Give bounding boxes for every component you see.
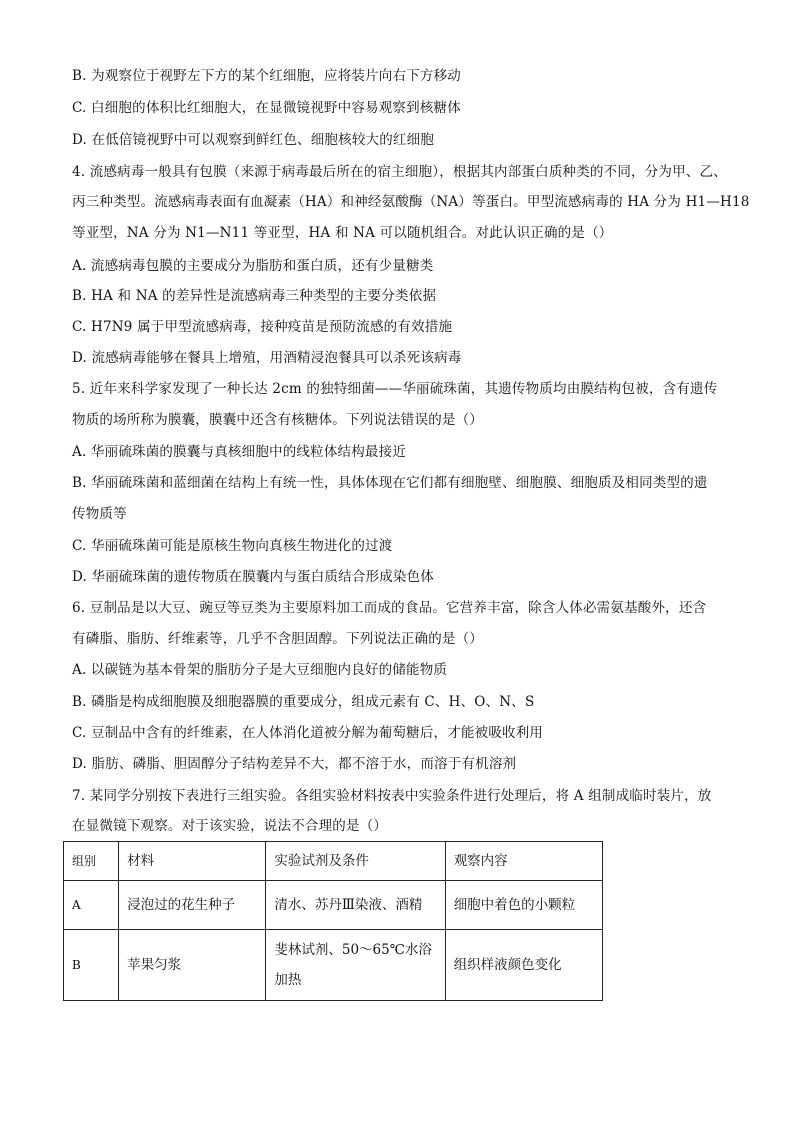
q6-stem-line-1: 6. 豆制品是以大豆、豌豆等豆类为主要原料加工而成的食品。它营养丰富，除含人体必需氨基酸外，还含 (72, 600, 707, 616)
cell-group: A (64, 881, 119, 930)
cell-observation: 细胞中着色的小颗粒 (445, 881, 602, 930)
q5-option-a: A. 华丽硫珠菌的膜囊与真核细胞中的线粒体结构最接近 (72, 444, 407, 460)
q6-option-a: A. 以碳链为基本骨架的脂肪分子是大豆细胞内良好的储能物质 (72, 662, 448, 678)
q5-stem-line-2: 物质的场所称为膜囊，膜囊中还含有核糖体。下列说法错误的是（） (72, 412, 483, 428)
q7-stem-line-1: 7. 某同学分别按下表进行三组实验。各组实验材料按表中实验条件进行处理后，将 A 组制成临时装片，放 (72, 788, 712, 804)
q4-option-b: B. HA 和 NA 的差异性是流感病毒三种类型的主要分类依据 (72, 288, 437, 304)
table-row (64, 881, 603, 930)
cell-material: 苹果匀浆 (119, 930, 266, 1001)
cell-reagent-conditions: 斐林试剂、50～65℃水浴加热 (266, 930, 445, 1001)
q4-stem-line-1: 4. 流感病毒一般具有包膜（来源于病毒最后所在的宿主细胞），根据其内部蛋白质种类的不同，分为甲、乙、 (72, 164, 727, 180)
header-observation: 观察内容 (445, 842, 602, 881)
q4-stem-line-3: 等亚型，NA 分为 N1—N11 等亚型，HA 和 NA 可以随机组合。对此认识正确的是（） (72, 225, 613, 241)
q6-option-b: B. 磷脂是构成细胞膜及细胞器膜的重要成分，组成元素有 C、H、O、N、S (72, 694, 535, 710)
q4-option-d: D. 流感病毒能够在餐具上增殖，用酒精浸泡餐具可以杀死该病毒 (72, 350, 462, 366)
q6-option-c: C. 豆制品中含有的纤维素，在人体消化道被分解为葡萄糖后，才能被吸收利用 (72, 725, 544, 741)
q5-stem-line-1: 5. 近年来科学家发现了一种长达 2cm 的独特细菌——华丽硫珠菌，其遗传物质均由膜结构包被，含有遗传 (72, 381, 718, 397)
q5-option-c: C. 华丽硫珠菌可能是原核生物向真核生物进化的过渡 (72, 538, 393, 554)
header-material: 材料 (119, 842, 266, 881)
q5-option-d: D. 华丽硫珠菌的遗传物质在膜囊内与蛋白质结合形成染色体 (72, 569, 435, 585)
q3-option-c: C. 白细胞的体积比红细胞大，在显微镜视野中容易观察到核糖体 (72, 100, 461, 116)
table-row (64, 930, 603, 1001)
q6-stem-line-2: 有磷脂、脂肪、纤维素等，几乎不含胆固醇。下列说法正确的是（） (72, 631, 483, 647)
q4-stem-line-2: 丙三种类型。流感病毒表面有血凝素（HA）和神经氨酸酶（NA）等蛋白。甲型流感病毒的 HA 分为 H1—H18 (72, 194, 750, 210)
q4-option-a: A. 流感病毒包膜的主要成分为脂肪和蛋白质，还有少量糖类 (72, 258, 434, 274)
q7-stem-line-2: 在显微镜下观察。对于该实验，说法不合理的是（） (72, 818, 388, 834)
q3-option-d: D. 在低倍镜视野中可以观察到鲜红色、细胞核较大的红细胞 (72, 132, 435, 148)
cell-reagent-conditions: 清水、苏丹Ⅲ染液、酒精 (266, 881, 445, 930)
header-group: 组别 (64, 842, 119, 881)
table-header-row (64, 842, 603, 881)
experiment-table (63, 841, 603, 1001)
header-reagent-conditions: 实验试剂及条件 (266, 842, 445, 881)
cell-group: B (64, 930, 119, 1001)
q6-option-d: D. 脂肪、磷脂、胆固醇分子结构差异不大，都不溶于水，而溶于有机溶剂 (72, 756, 517, 772)
cell-material: 浸泡过的花生种子 (119, 881, 266, 930)
q5-option-b-line-2: 传物质等 (72, 506, 127, 522)
q5-option-b-line-1: B. 华丽硫珠菌和蓝细菌在结构上有统一性，具体体现在它们都有细胞壁、细胞膜、细胞质及相同类型的遗 (72, 475, 708, 491)
cell-observation: 组织样液颜色变化 (445, 930, 602, 1001)
q4-option-c: C. H7N9 属于甲型流感病毒，接种疫苗是预防流感的有效措施 (72, 319, 453, 335)
q3-option-b: B. 为观察位于视野左下方的某个红细胞，应将装片向右下方移动 (72, 68, 462, 84)
